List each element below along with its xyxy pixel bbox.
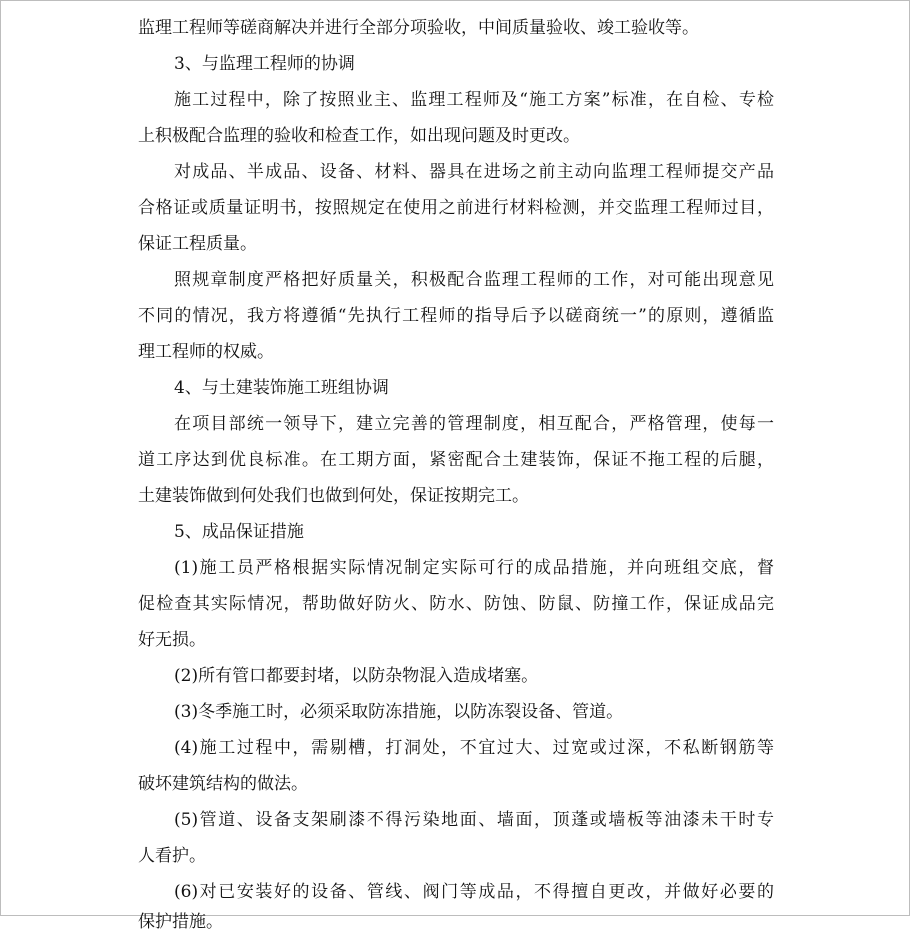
text-line: 道工序达到优良标准。在工期方面，紧密配合土建装饰，保证不拖工程的后腿， [138,450,774,470]
text-line: 监理工程师等磋商解决并进行全部分项验收，中间质量验收、竣工验收等。 [138,18,699,38]
text-line: 土建装饰做到何处我们也做到何处，保证按期完工。 [138,486,529,506]
text-line: 上积极配合监理的验收和检查工作，如出现问题及时更改。 [138,126,580,146]
text-line: 保证工程质量。 [138,234,257,254]
list-item-line: (1)施工员严格根据实际情况制定实际可行的成品措施，并向班组交底，督 [174,558,774,578]
list-item-line: 保护措施。 [138,912,223,932]
text-line: 照规章制度严格把好质量关，积极配合监理工程师的工作，对可能出现意见 [174,270,774,290]
section-heading: 5、成品保证措施 [174,522,304,542]
text-line: 对成品、半成品、设备、材料、器具在进场之前主动向监理工程师提交产品 [174,162,774,182]
text-line: 不同的情况，我方将遵循“先执行工程师的指导后予以磋商统一”的原则，遵循监 [138,306,774,326]
list-item-line: 好无损。 [138,630,206,650]
list-item-line: 人看护。 [138,846,206,866]
list-item-line: (5)管道、设备支架刷漆不得污染地面、墙面，顶蓬或墙板等油漆未干时专 [174,810,774,830]
list-item-line: 破坏建筑结构的做法。 [138,774,308,794]
section-heading: 4、与土建装饰施工班组协调 [174,378,389,398]
text-line: 合格证或质量证明书，按照规定在使用之前进行材料检测，并交监理工程师过目， [138,198,774,218]
list-item-line: (3)冬季施工时，必须采取防冻措施，以防冻裂设备、管道。 [174,702,624,722]
list-item-line: 促检查其实际情况，帮助做好防火、防水、防蚀、防鼠、防撞工作，保证成品完 [138,594,774,614]
list-item-line: (6)对已安装好的设备、管线、阀门等成品，不得擅自更改，并做好必要的 [174,882,774,902]
list-item-line: (4)施工过程中，需剔槽，打洞处，不宜过大、过宽或过深，不私断钢筋等 [174,738,774,758]
text-line: 在项目部统一领导下，建立完善的管理制度，相互配合，严格管理，使每一 [174,414,774,434]
section-heading: 3、与监理工程师的协调 [174,54,355,74]
list-item-line: (2)所有管口都要封堵，以防杂物混入造成堵塞。 [174,666,539,686]
text-line: 施工过程中，除了按照业主、监理工程师及“施工方案”标准，在自检、专检 [174,90,774,110]
text-line: 理工程师的权威。 [138,342,274,362]
